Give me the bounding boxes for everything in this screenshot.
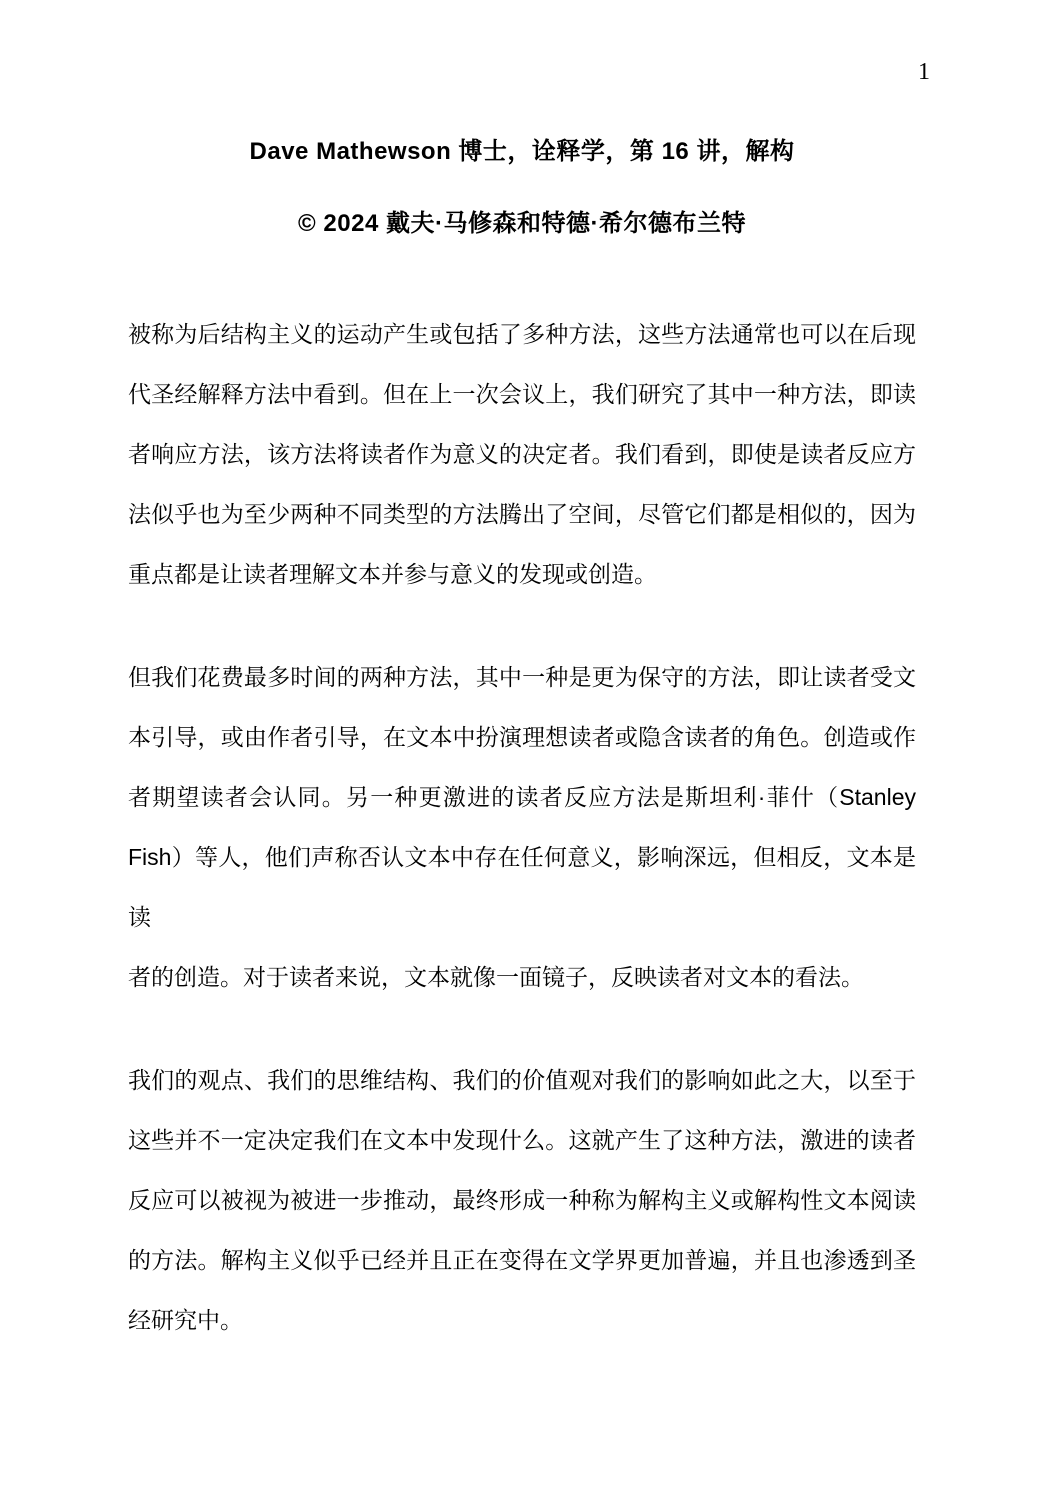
paragraph-line: 法似乎也为至少两种不同类型的方法腾出了空间，尽管它们都是相似的，因为	[128, 501, 916, 527]
paragraph-line: 但我们花费最多时间的两种方法，其中一种是更为保守的方法，即让读者受文	[128, 664, 916, 690]
paragraph-line: 经研究中。	[128, 1307, 243, 1333]
paragraph	[128, 1050, 916, 1350]
paragraph-line: 我们的观点、我们的思维结构、我们的价值观对我们的影响如此之大，以至于	[128, 1067, 916, 1093]
paragraph-line: 者期望读者会认同。另一种更激进的读者反应方法是斯坦利·菲什（Stanley	[128, 784, 916, 810]
paragraph-line: 的方法。解构主义似乎已经并且正在变得在文学界更加普遍，并且也渗透到圣	[128, 1247, 916, 1273]
paragraph-line: 重点都是让读者理解文本并参与意义的发现或创造。	[128, 561, 657, 587]
lecture-title: Dave Mathewson 博士，诠释学，第 16 讲，解构	[249, 138, 795, 165]
page-number: 1	[918, 59, 930, 85]
document-content	[128, 0, 916, 1350]
paragraph-line: 这些并不一定决定我们在文本中发现什么。这就产生了这种方法，激进的读者	[128, 1127, 916, 1153]
paragraph-line: 者的创造。对于读者来说，文本就像一面镜子，反映读者对文本的看法。	[128, 964, 864, 990]
paragraph-line: 者响应方法，该方法将读者作为意义的决定者。我们看到，即使是读者反应方	[128, 441, 916, 467]
paragraph-line: Fish）等人，他们声称否认文本中存在任何意义，影响深远，但相反，文本是读	[128, 844, 916, 930]
paragraph	[128, 304, 916, 604]
paragraph	[128, 647, 916, 1007]
paragraph-line: 代圣经解释方法中看到。但在上一次会议上，我们研究了其中一种方法，即读	[128, 381, 916, 407]
paragraph-line: 反应可以被视为被进一步推动，最终形成一种称为解构主义或解构性文本阅读	[128, 1187, 916, 1213]
copyright-notice: © 2024 戴夫·马修森和特德·希尔德布兰特	[298, 210, 746, 237]
paragraph-line: 本引导，或由作者引导，在文本中扮演理想读者或隐含读者的角色。创造或作	[128, 724, 916, 750]
paragraph-line: 被称为后结构主义的运动产生或包括了多种方法，这些方法通常也可以在后现	[128, 321, 916, 347]
